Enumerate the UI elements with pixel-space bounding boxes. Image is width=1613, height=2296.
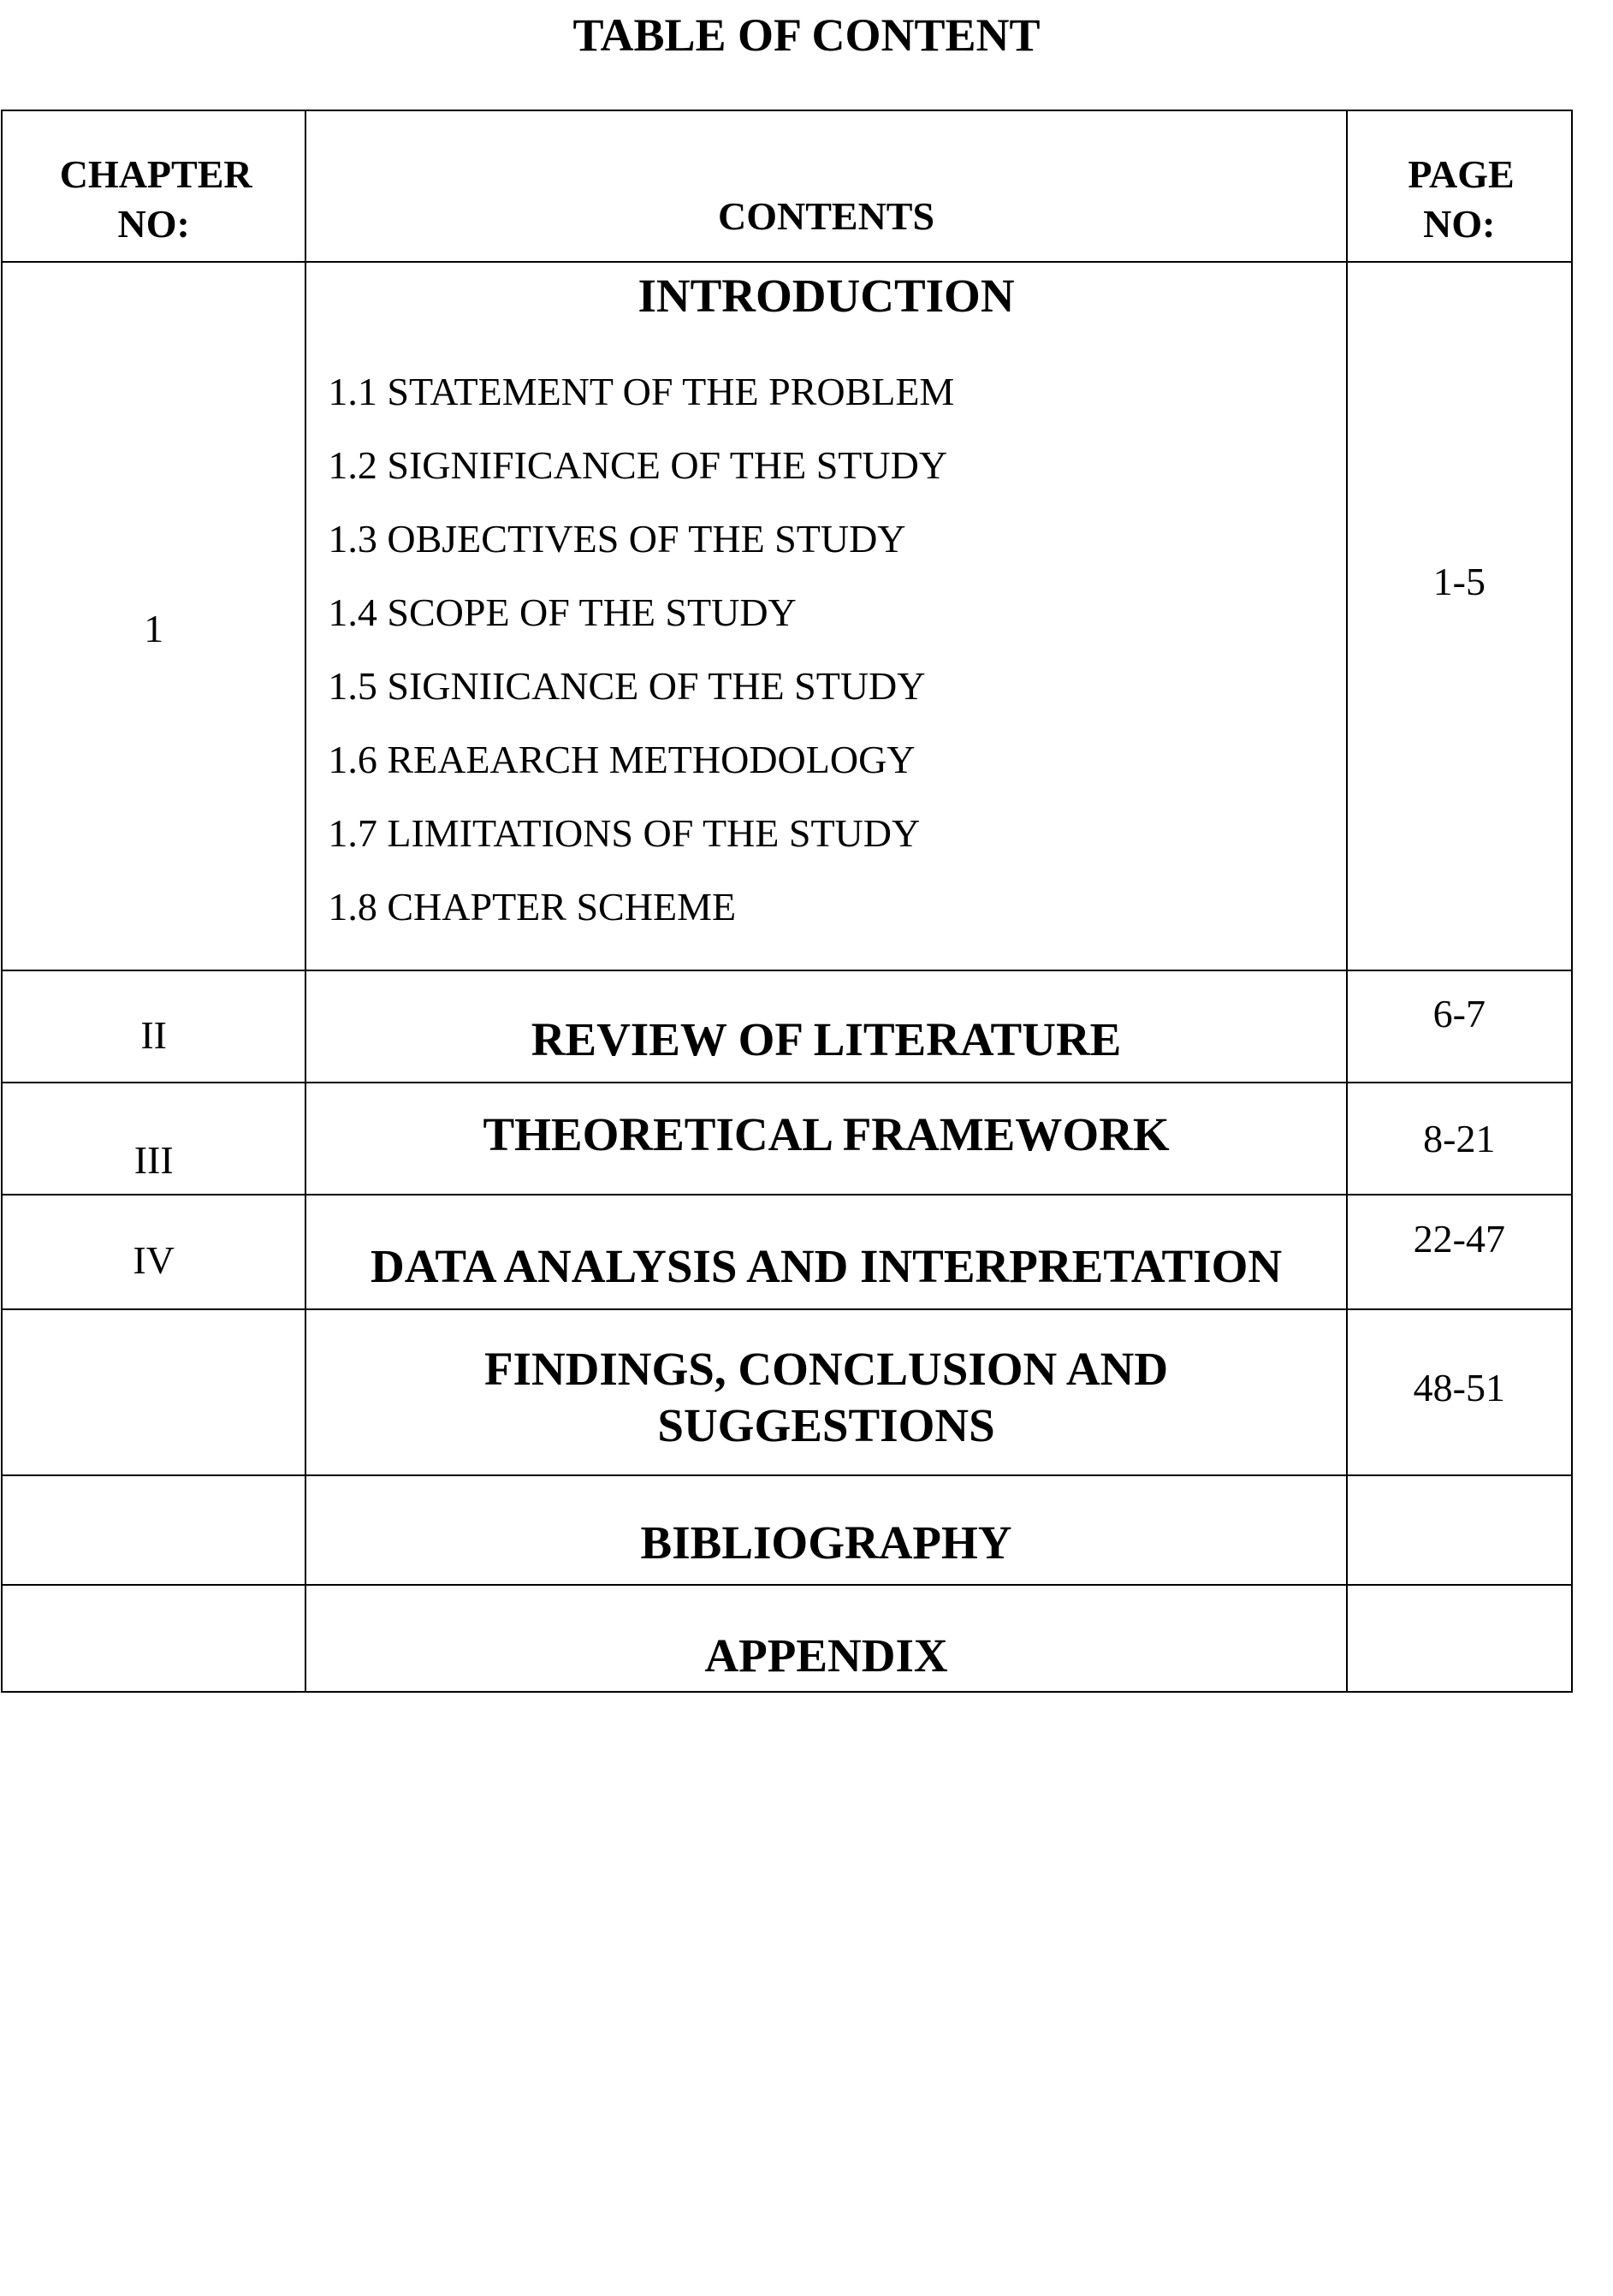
table-row xyxy=(2,1309,1572,1475)
subsection-item: 1.6 REAEARCH METHODOLOGY xyxy=(328,738,916,781)
table-row xyxy=(2,262,1572,970)
subsection-item: 1.7 LIMITATIONS OF THE STUDY xyxy=(328,811,921,855)
document-title: TABLE OF CONTENT xyxy=(572,9,1041,61)
page-range: 22-47 xyxy=(1347,1195,1572,1309)
chapter-number xyxy=(2,1585,305,1692)
subsection-item: 1.4 SCOPE OF THE STUDY xyxy=(328,590,797,634)
table-row xyxy=(2,970,1572,1083)
header-page-no-label: PAGE NO: xyxy=(1408,151,1515,246)
chapter-title: THEORETICAL FRAMEWORK xyxy=(305,1083,1346,1195)
chapter-number: 1 xyxy=(2,262,305,970)
page-range: 6-7 xyxy=(1347,970,1572,1083)
page-range xyxy=(1347,1585,1572,1692)
chapter-number: IV xyxy=(2,1195,305,1309)
page-range: 48-51 xyxy=(1347,1309,1572,1475)
subsection-item: 1.3 OBJECTIVES OF THE STUDY xyxy=(328,517,906,561)
table-row xyxy=(2,1083,1572,1195)
chapter-title xyxy=(305,1309,1346,1475)
chapter-title: BIBLIOGRAPHY xyxy=(305,1475,1346,1585)
header-chapter-no-label: CHAPTER NO: xyxy=(59,151,252,246)
table-row xyxy=(2,1195,1572,1309)
subsection-item: 1.2 SIGNIFICANCE OF THE STUDY xyxy=(328,443,948,487)
header-chapter-no xyxy=(2,110,305,262)
header-page-no xyxy=(1347,110,1572,262)
header-contents-label: CONTENTS xyxy=(717,193,935,238)
table-header-row xyxy=(2,110,1572,262)
table-row xyxy=(2,1475,1572,1585)
page-range xyxy=(1347,1475,1572,1585)
chapter-title: APPENDIX xyxy=(305,1585,1346,1692)
subsection-item: 1.5 SIGNIICANCE OF THE STUDY xyxy=(328,664,926,708)
chapter-title: REVIEW OF LITERATURE xyxy=(305,970,1346,1083)
subsection-item: 1.1 STATEMENT OF THE PROBLEM xyxy=(328,370,955,413)
subsection-list xyxy=(306,355,1345,944)
table-of-contents xyxy=(1,110,1573,1693)
header-contents xyxy=(305,110,1346,262)
chapter-title-text: FINDINGS, CONCLUSION AND SUGGESTIONS xyxy=(483,1343,1169,1451)
chapter-number xyxy=(2,1309,305,1475)
chapter-title: INTRODUCTION xyxy=(637,270,1015,322)
subsection-item: 1.8 CHAPTER SCHEME xyxy=(328,885,737,928)
chapter-number: III xyxy=(2,1083,305,1195)
chapter-number: II xyxy=(2,970,305,1083)
chapter-title: DATA ANALYSIS AND INTERPRETATION xyxy=(305,1195,1346,1309)
table-row xyxy=(2,1585,1572,1692)
chapter-number xyxy=(2,1475,305,1585)
chapter-contents xyxy=(305,262,1346,970)
page-range: 8-21 xyxy=(1347,1083,1572,1195)
page-range: 1-5 xyxy=(1347,262,1572,970)
